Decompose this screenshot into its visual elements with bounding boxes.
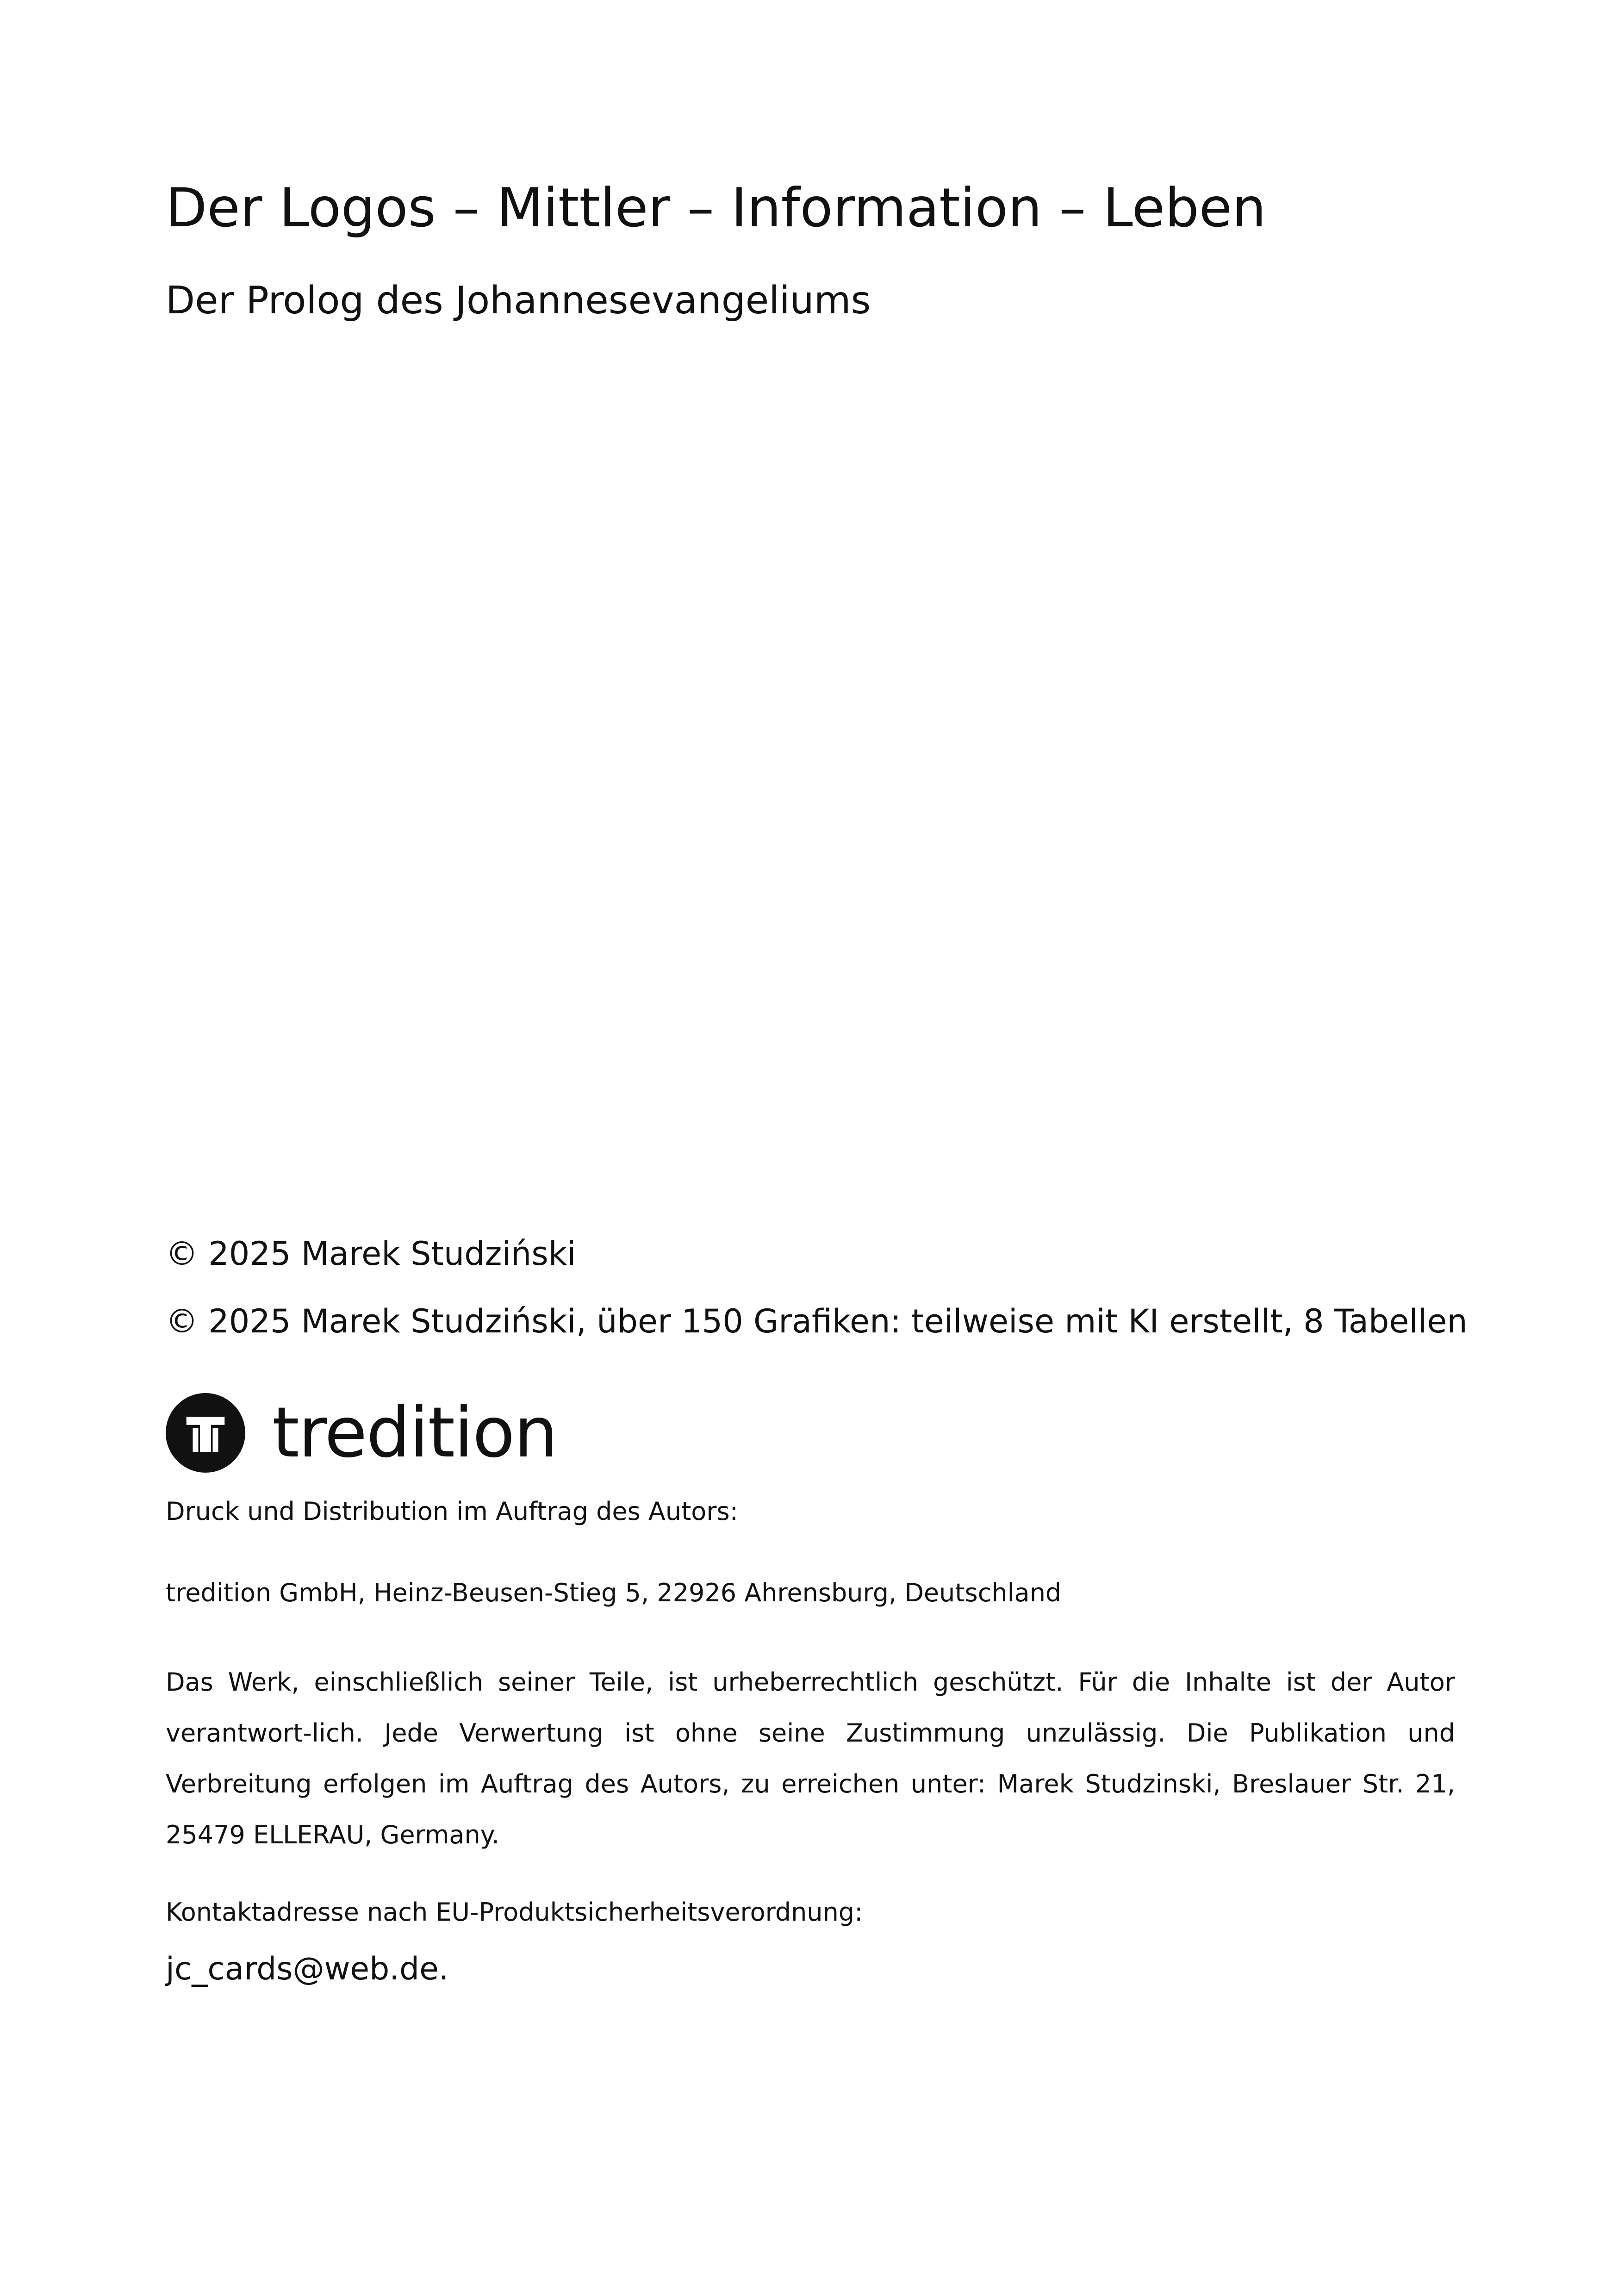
- contact-label: Kontaktadresse nach EU-Produktsicherheitsverordnung:: [166, 1898, 863, 1927]
- book-title: Der Logos – Mittler – Information – Leben: [166, 177, 1266, 239]
- tredition-logo-icon: [166, 1393, 245, 1473]
- copyright-graphics-line: © 2025 Marek Studziński, über 150 Grafiken: teilweise mit KI erstellt, 8 Tabellen: [166, 1302, 1468, 1340]
- book-subtitle: Der Prolog des Johannesevangeliums: [166, 279, 871, 323]
- copyright-line: © 2025 Marek Studziński: [166, 1235, 576, 1273]
- publisher-logo-text: tredition: [272, 1393, 557, 1473]
- print-distribution-line: Druck und Distribution im Auftrag des Autors:: [166, 1497, 738, 1526]
- publisher-address: tredition GmbH, Heinz-Beusen-Stieg 5, 22926 Ahrensburg, Deutschland: [166, 1578, 1062, 1607]
- contact-email: jc_cards@web.de.: [166, 1951, 449, 1987]
- publisher-logo: [166, 1392, 557, 1474]
- copyright-notice-paragraph: Das Werk, einschließlich seiner Teile, ist urheberrechtlich geschützt. Für die Inhalte ist der Autor verantwort-lich. Jede Verwertung ist ohne seine Zustimmung unzulässig. Die Publikation und Verbreitung erfolgen im Auftrag des Autors, zu erreichen unter: Marek Studzinski, Breslauer Str. 21, 25479 ELLERAU, Germany.: [166, 1668, 1455, 1849]
